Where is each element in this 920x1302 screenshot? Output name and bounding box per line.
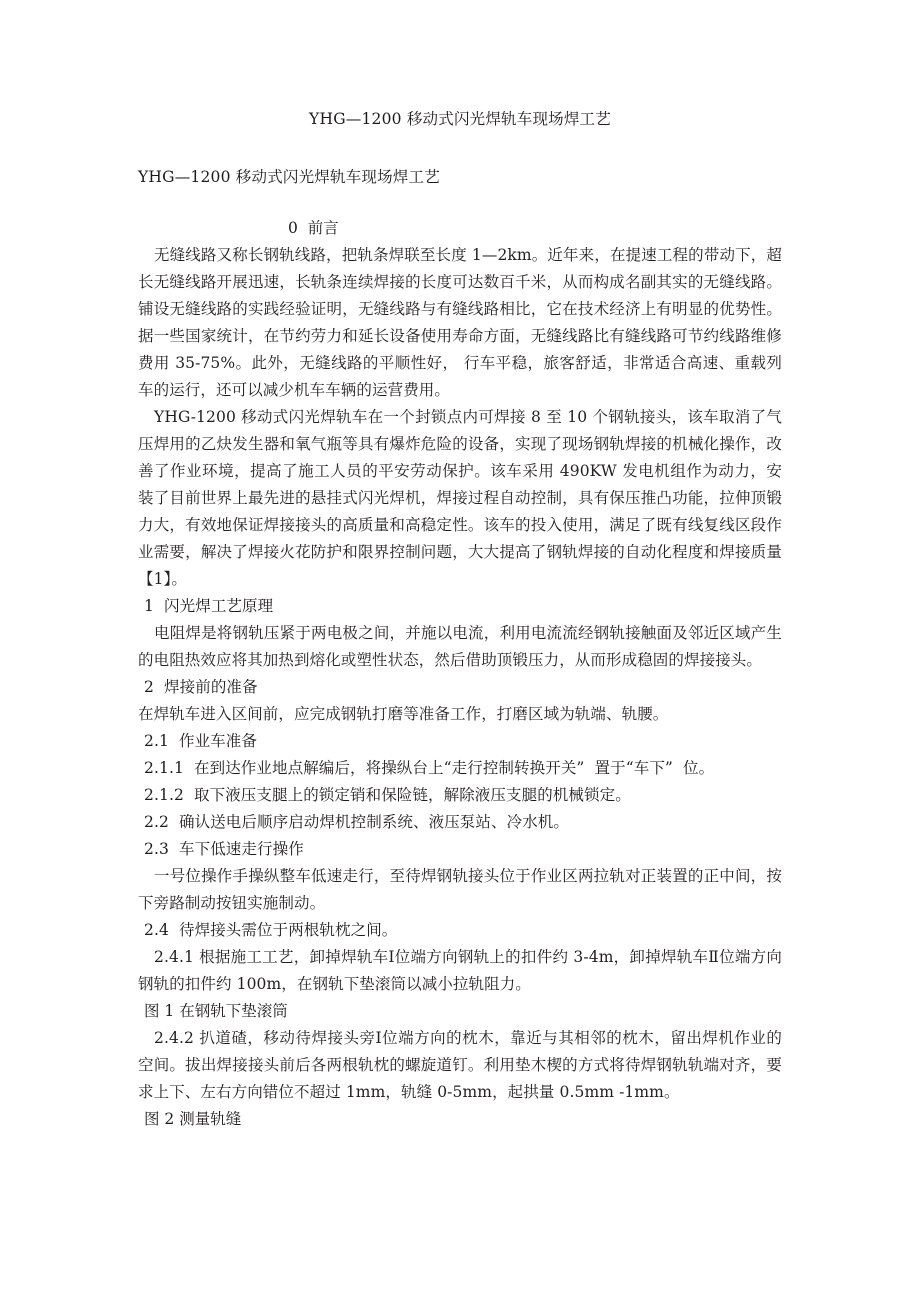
paragraph-section-1-body: 电阻焊是将钢轨压紧于两电极之间，并施以电流，利用电流流经钢轨接触面及邻近区域产生的电阻热效应将其加热到熔化或塑性状态，然后借助顶锻压力，从而形成稳固的焊接接头。 xyxy=(138,624,782,669)
document-text-column xyxy=(138,0,782,1133)
section-item-2-4-1: 2.4.1 根据施工工艺，卸掉焊轨车Ⅰ位端方向钢轨上的扣件约 3-4m，卸掉焊轨车Ⅱ位端方向钢轨的扣件约 100m，在钢轨下垫滚筒以减小拉轨阻力。 xyxy=(138,948,782,993)
section-heading-2-3: 2.3 车下低速走行操作 xyxy=(144,840,304,858)
section-heading-0: 0 前言 xyxy=(288,219,339,237)
section-heading-1: 1 闪光焊工艺原理 xyxy=(144,597,274,615)
section-item-2-1-2: 2.1.2 取下液压支腿上的锁定销和保险链，解除液压支腿的机械锁定。 xyxy=(144,786,631,804)
document-title: YHG—1200 移动式闪光焊轨车现场焊工艺 xyxy=(309,110,611,128)
figure-1-caption: 图 1 在钢轨下垫滚筒 xyxy=(144,1002,288,1020)
section-item-2-1-1: 2.1.1 在到达作业地点解编后，将操纵台上“走行控制转换开关” 置于“车下” 位。 xyxy=(144,759,715,777)
paragraph-section-2-body: 在焊轨车进入区间前，应完成钢轨打磨等准备工作，打磨区域为轨端、轨腰。 xyxy=(138,705,669,723)
paragraph-preface-2: YHG-1200 移动式闪光焊轨车在一个封锁点内可焊接 8 至 10 个钢轨接头，该车取消了气压焊用的乙炔发生器和氧气瓶等具有爆炸危险的设备，实现了现场钢轨焊接的机械化操作，改善了作业环境，提高了施工人员的平安劳动保护。该车采用 490KW 发电机组作为动力，安装了目前世界上最先进的悬挂式闪光焊机，焊接过程自动控制，具有保压推凸功能，拉伸顶锻力大，有效地保证焊接接头的高质量和高稳定性。该车的投入使用，满足了既有线复线区段作业需要，解决了焊接火花防护和限界控制问题，大大提高了钢轨焊接的自动化程度和焊接质量【1】。 xyxy=(138,408,782,588)
document-subtitle: YHG—1200 移动式闪光焊轨车现场焊工艺 xyxy=(138,168,440,186)
paragraph-preface-1: 无缝线路又称长钢轨线路，把轨条焊联至长度 1—2km。近年来，在提速工程的带动下，超长无缝线路开展迅速，长轨条连续焊接的长度可达数百千米，从而构成名副其实的无缝线路。铺设无缝线路的实践经验证明，无缝线路与有缝线路相比，它在技术经济上有明显的优势性。据一些国家统计，在节约劳力和延长设备使用寿命方面，无缝线路比有缝线路可节约线路维修费用 35-75%。此外，无缝线路的平顺性好， 行车平稳，旅客舒适，非常适合高速、重载列车的运行，还可以减少机车车辆的运营费用。 xyxy=(138,246,782,399)
paragraph-section-2-3-body: 一号位操作手操纵整车低速走行，至待焊钢轨接头位于作业区两拉轨对正装置的正中间，按下旁路制动按钮实施制动。 xyxy=(138,867,782,912)
section-item-2-4-2: 2.4.2 扒道碴，移动待焊接头旁Ⅰ位端方向的枕木，靠近与其相邻的枕木，留出焊机作业的空间。拔出焊接接头前后各两根轨枕的螺旋道钉。利用垫木楔的方式将待焊钢轨轨端对齐，要求上下、左右方向错位不超过 1mm，轨缝 0-5mm，起拱量 0.5mm -1mm。 xyxy=(138,1029,782,1101)
figure-2-caption: 图 2 测量轨缝 xyxy=(144,1110,242,1128)
section-item-2-2: 2.2 确认送电后顺序启动焊机控制系统、液压泵站、冷水机。 xyxy=(144,813,570,831)
section-heading-2-1: 2.1 作业车准备 xyxy=(144,732,258,750)
section-heading-2: 2 焊接前的准备 xyxy=(144,678,258,696)
section-heading-2-4: 2.4 待焊接头需位于两根轨枕之间。 xyxy=(144,921,398,939)
